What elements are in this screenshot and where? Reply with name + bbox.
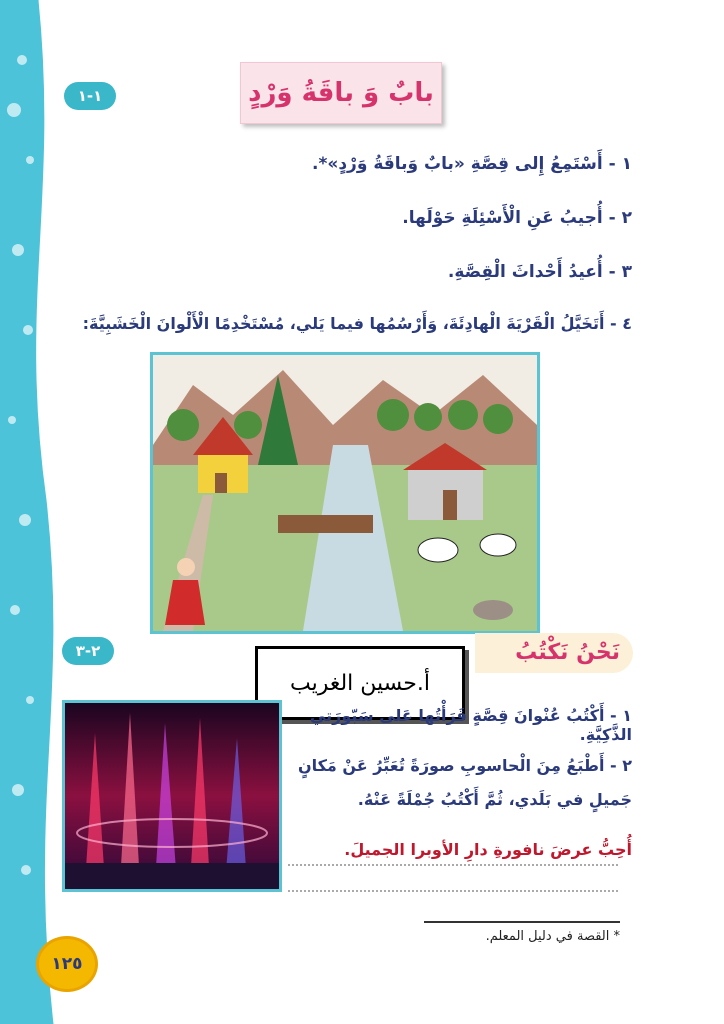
lesson-title-banner [240, 62, 442, 124]
footnote-rule [424, 921, 620, 923]
instruction-4: ٤ - أَتَخَيَّلُ الْقَرْيَةَ الْهادِئَةَ، وَأَرْسُمُها فيما يَلي، مُسْتَخْدِمًا الْأَلْوانَ الْخَشَبِيَّةَ: [82, 314, 632, 333]
village-drawing-image [150, 352, 540, 634]
page-number-badge [36, 936, 98, 992]
decorative-side-band [0, 0, 70, 1024]
section-tag-2-3: ٢-٣ [62, 637, 114, 665]
write-instruction-2-cont: جَميلٍ في بَلَدي، ثُمَّ أَكْتُبُ جُمْلَةً عَنْهُ. [357, 790, 632, 809]
write-section-title: نَحْنُ نَكْتُبُ [515, 640, 620, 665]
section-tag-1-1: ١-١ [64, 82, 116, 110]
page-number: ١٢٥ [51, 954, 83, 974]
instruction-3: ٣ - أُعيدُ أَحْداثَ الْقِصَّةِ. [447, 262, 632, 282]
fountain-photo [62, 700, 282, 892]
footnote: * القصة في دليل المعلم. [485, 929, 620, 944]
lesson-title: بابٌ وَ باقَةُ وَرْدٍ [248, 78, 434, 108]
answer-line-2 [288, 890, 618, 892]
instruction-2: ٢ - أُجيبُ عَنِ الْأَسْئِلَةِ حَوْلَها. [402, 208, 632, 228]
write-instruction-2: ٢ - أَطْبَعُ مِنَ الْحاسوبِ صورَةً تُعَبِّرُ عَنْ مَكانٍ [297, 756, 632, 775]
teacher-name: أ.حسين الغريب [289, 670, 430, 696]
student-answer: أُحِبُّ عرضَ نافورةِ دارِ الأوبرا الجميلَ. [344, 840, 632, 859]
answer-line-1 [288, 864, 618, 866]
instruction-1: ١ - أَسْتَمِعُ إِلى قِصَّةِ «بابٌ وَباقَةُ وَرْدٍ»*. [312, 154, 632, 174]
write-instruction-1: ١ - أَكْتُبُ عُنْوانَ قِصَّةٍ قَرَأْتُها عَلى سَبّورَتي الذَّكِيَّةِ. [309, 706, 632, 744]
